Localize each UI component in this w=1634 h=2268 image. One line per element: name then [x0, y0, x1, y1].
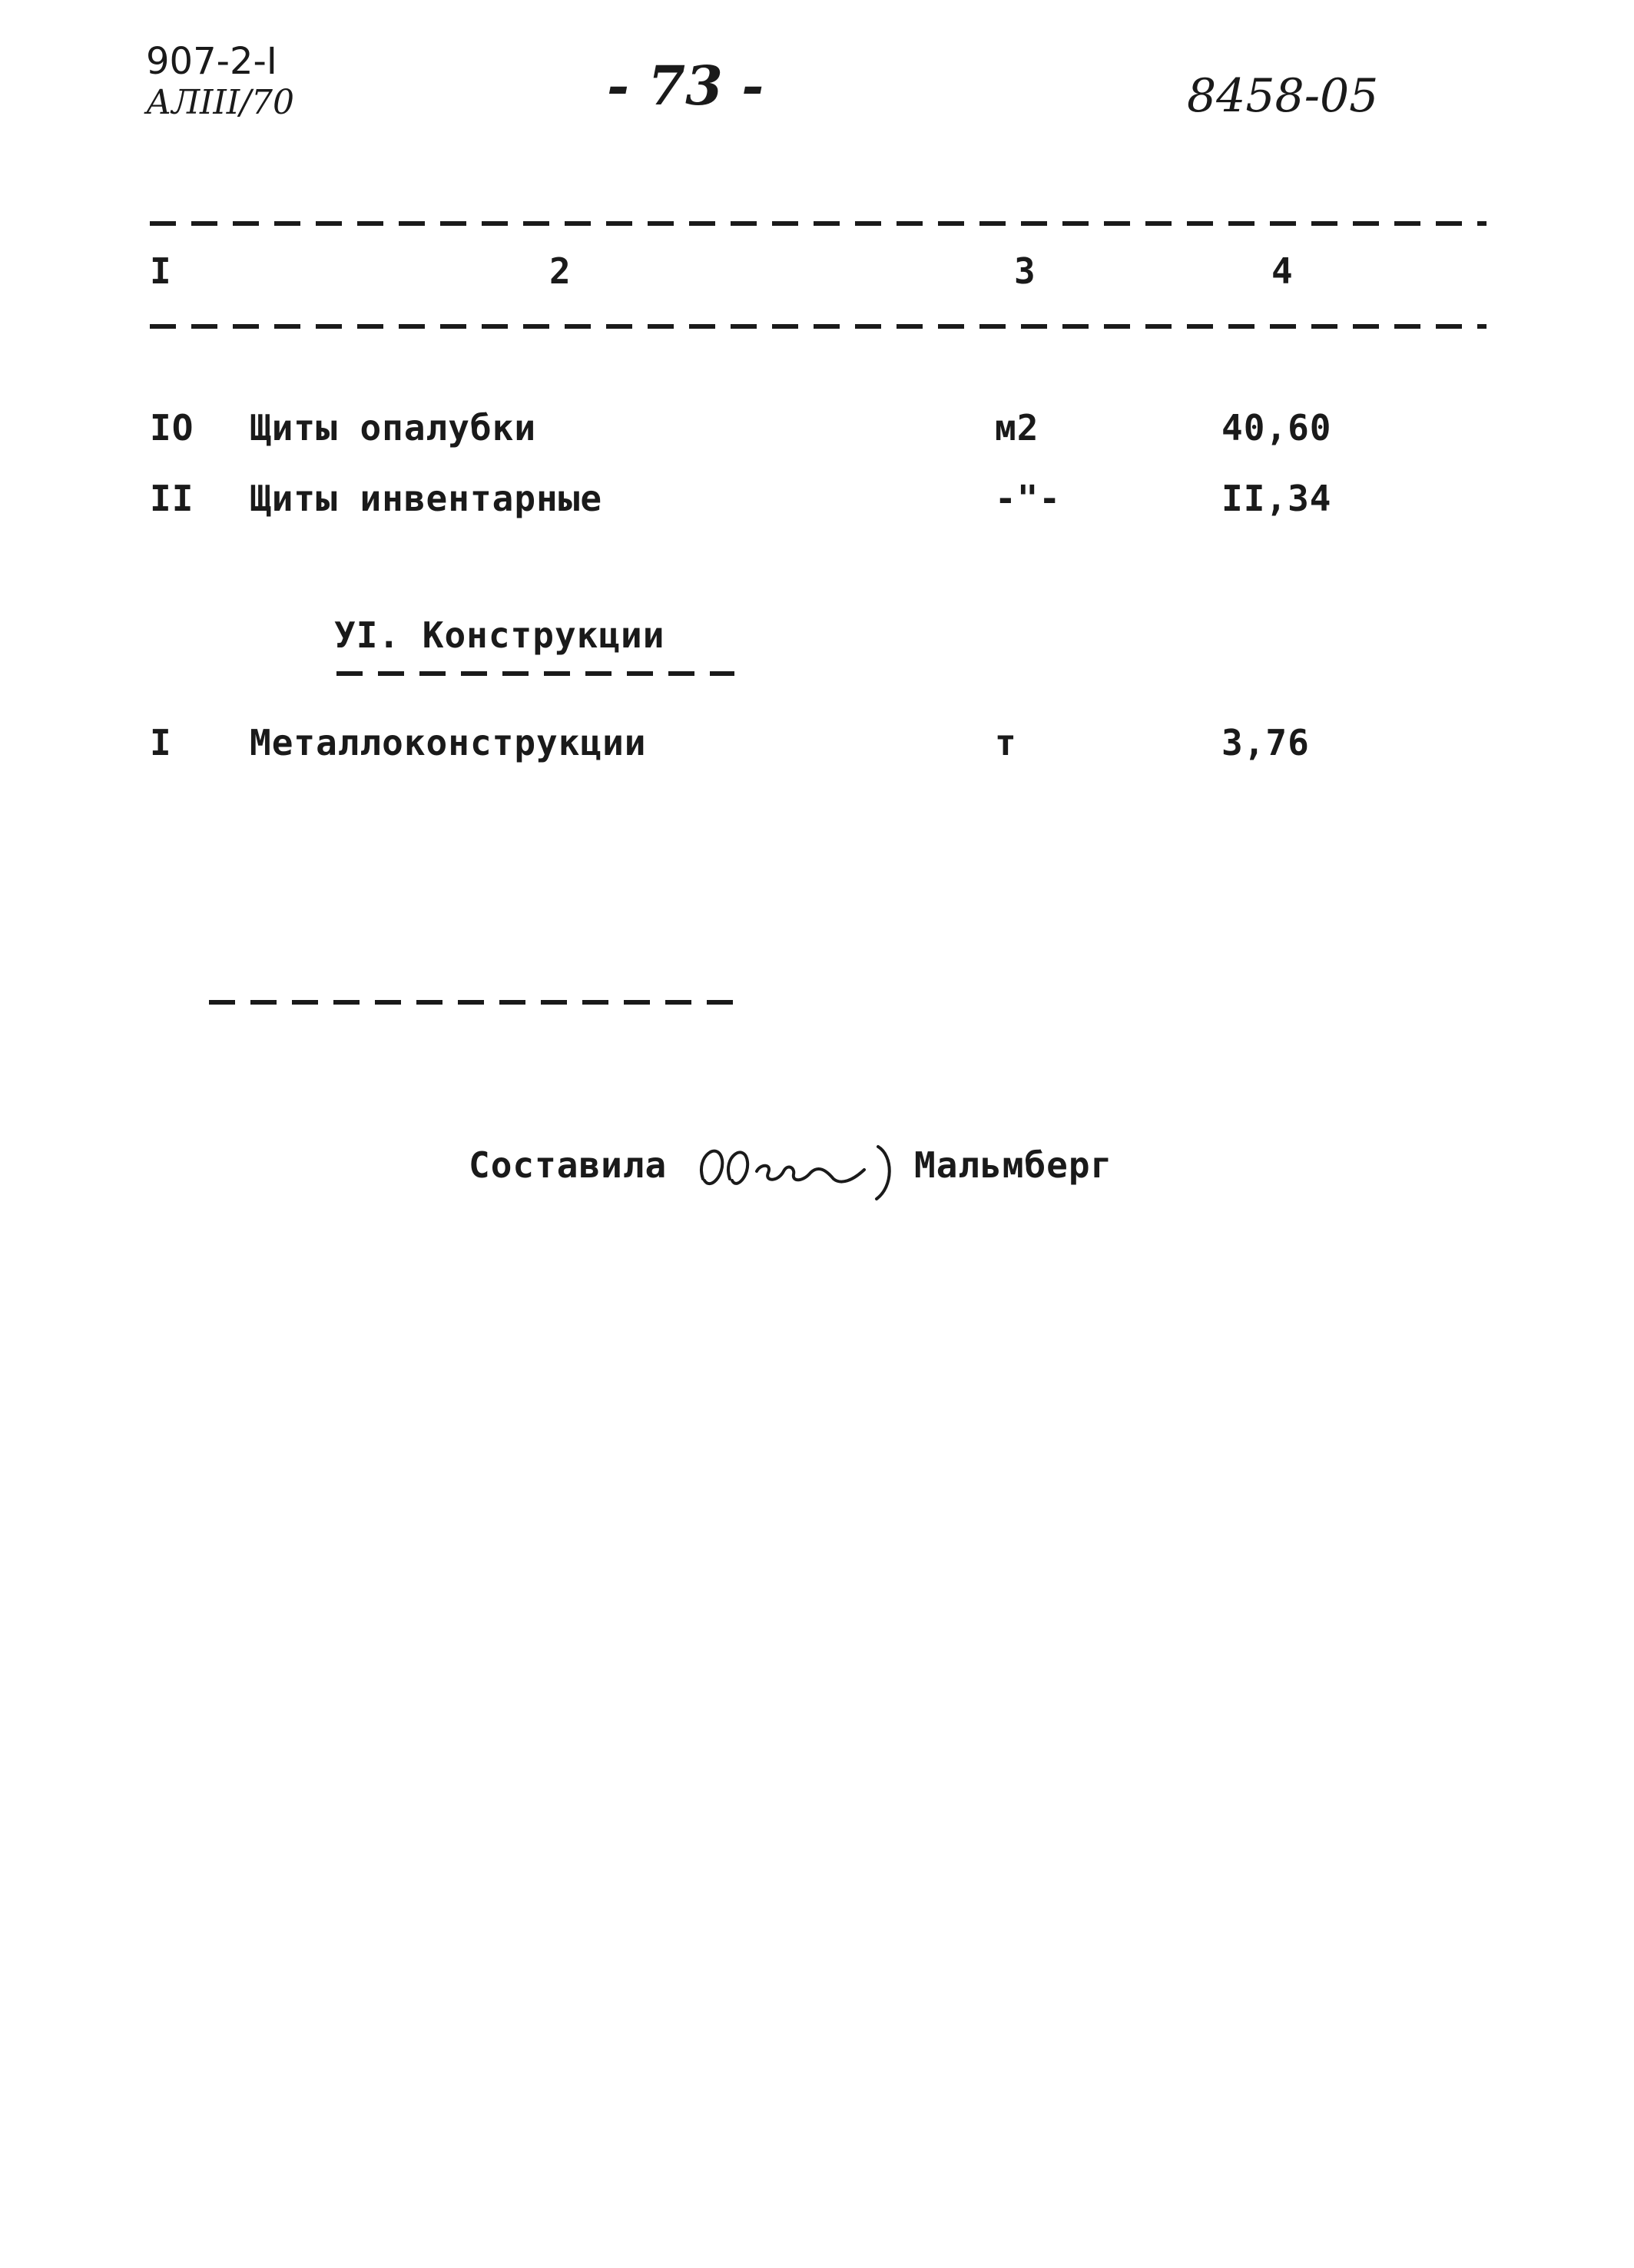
page-number: - 73 -: [607, 54, 764, 118]
header-top-rule: [150, 221, 1487, 226]
section-title: УI. Конструкции: [334, 614, 665, 656]
end-separator: [209, 1000, 739, 1005]
row-number: II: [150, 478, 194, 519]
row-value: 40,60: [1221, 407, 1332, 449]
album-code: АЛIII/70: [146, 83, 294, 122]
col-header-4: 4: [1271, 250, 1294, 292]
row-unit: -"-: [995, 478, 1062, 519]
inventory-number: 8458-05: [1187, 69, 1379, 123]
doc-code: 907-2-I: [146, 40, 277, 83]
compiled-label: Составила: [469, 1144, 668, 1186]
section-title-underline: [336, 671, 734, 676]
col-header-2: 2: [549, 250, 572, 292]
signature-icon: [688, 1125, 903, 1210]
row-name: Металлоконструкции: [250, 722, 647, 763]
col-header-1: I: [150, 250, 172, 292]
row-unit: т: [995, 722, 1017, 763]
row-unit: м2: [995, 407, 1039, 449]
row-value: 3,76: [1221, 722, 1310, 763]
header-bottom-rule: [150, 324, 1487, 329]
row-name: Щиты опалубки: [250, 407, 537, 449]
row-number: IO: [150, 407, 194, 449]
compiler-name: Мальмберг: [914, 1144, 1113, 1186]
row-value: II,34: [1221, 478, 1332, 519]
row-name: Щиты инвентарные: [250, 478, 603, 519]
col-header-3: 3: [1014, 250, 1036, 292]
row-number: I: [150, 722, 172, 763]
